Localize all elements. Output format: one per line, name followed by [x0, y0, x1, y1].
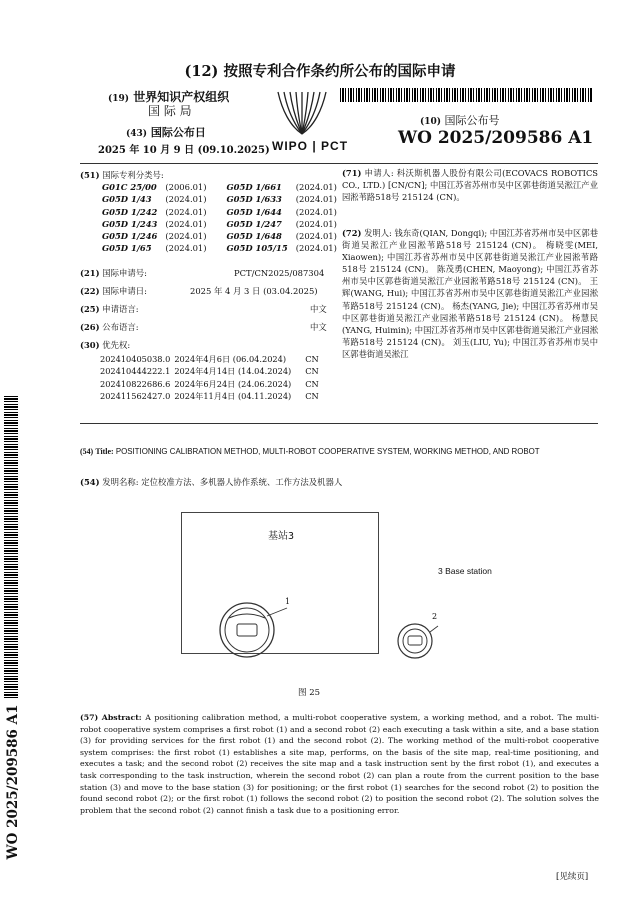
priority-date: 2024年4月6日 (06.04.2024)	[174, 354, 287, 364]
ipc-row	[102, 206, 345, 218]
appdate-row: (22) 国际申请日: 2025 年 4 月 3 日 (03.04.2025)	[80, 286, 318, 296]
pubno-label: (10) 国际公布号	[420, 114, 500, 127]
ipc-code: G05D 1/247	[226, 218, 282, 229]
header-rule	[80, 163, 598, 164]
ipc-version: (2024.01)	[295, 182, 337, 192]
barcode-top	[340, 88, 592, 102]
priority-date: 2024年4月14日 (14.04.2024)	[174, 366, 292, 377]
inventor-block: (72) 发明人: 钱东奇(QIAN, Dongqi); 中国江苏省苏州市吴中区郭巷街道吴淞江产业园淞苇路518号 215124 (CN)。 梅晓雯(MEI, Xiaowen); 中国江苏省苏州市吴中区郭巷街道吴淞江产业园淞苇路518号 215124 (CN)。 陈茂勇(CHEN, Maoyong); 中国江苏省苏州市吴中区郭巷街道吴淞江产业园淞苇路518号 215124 (CN)。 王辉(WANG, Hui); 中国江苏省苏州市吴中区郭巷街道吴淞江产业园淞苇路518号 215124 (CN)。 杨杰(YANG, Jie); 中国江苏省苏州市吴中区郭巷街道吴淞江产业园淞苇路518号 215124 (CN)。 杨慧民(YANG, Huimin); 中国江苏省苏州市吴中区郭巷街道吴淞江产业园淞苇路518号 215124 (CN)。 刘玉(LIU, Yu); 中国江苏省苏州市吴中区郭巷街道吴淞江	[342, 228, 598, 359]
priority-country: CN	[305, 366, 319, 377]
ipc-version: (2024.01)	[165, 206, 207, 217]
org-name: (19) 世界知识产权组织	[108, 90, 230, 104]
ipc-code: G05D 1/43	[102, 194, 152, 205]
ipc-row	[102, 230, 345, 242]
priority-country: CN	[305, 391, 319, 402]
pubdate-value: 2025 年 10 月 9 日 (09.10.2025)	[98, 145, 270, 156]
pubno-value: WO 2025/209586 A1	[398, 128, 594, 148]
ipc-code: G05D 1/242	[102, 206, 158, 217]
ipc-version: (2024.01)	[295, 243, 337, 254]
ipc-row	[102, 193, 345, 205]
ipc-code: G05D 1/644	[226, 206, 282, 217]
ipc-code: G05D 1/661	[226, 182, 282, 192]
ipc-code: G05D 1/648	[226, 231, 282, 242]
pubdate-label: (43) 国际公布日	[126, 126, 206, 139]
ipc-code: G05D 1/246	[102, 231, 158, 242]
priority-number: 202410405038.0	[100, 354, 171, 364]
priority-date: 2024年11月4日 (04.11.2024)	[174, 391, 292, 402]
robot-2-icon	[394, 620, 436, 662]
wipo-pct-text: WIPO | PCT	[272, 139, 349, 153]
base-station-label: 3 Base station	[438, 566, 492, 576]
priority-row	[100, 353, 323, 365]
ipc-row	[102, 181, 345, 193]
document-title: (12) 按照专利合作条约所公布的国际申请	[184, 63, 456, 80]
ipc-version: (2006.01)	[165, 182, 207, 192]
ipc-version: (2024.01)	[295, 218, 337, 229]
callout-2: 2	[432, 612, 438, 621]
ipc-code: G05D 1/243	[102, 218, 158, 229]
continued-note: [见续页]	[556, 872, 589, 882]
figure-caption: 图 25	[298, 688, 321, 698]
side-pubno: WO 2025/209586 A1	[5, 704, 21, 860]
priority-table	[100, 353, 323, 403]
priority-number: 202410444222.1	[100, 366, 171, 377]
priority-country: CN	[305, 354, 319, 364]
ipc-code: G05D 1/65	[102, 243, 152, 254]
ipc-code: G01C 25/00	[102, 182, 157, 192]
org-bureau: 国 际 局	[148, 104, 192, 118]
title-chinese: (54) 发明名称: 定位校准方法、多机器人协作系统、工作方法及机器人	[80, 477, 343, 487]
biblio-rule	[80, 423, 598, 424]
ipc-version: (2024.01)	[165, 218, 207, 229]
ipc-row	[102, 242, 345, 254]
publication-language-row: (26) 公布语言: 中文	[80, 322, 327, 332]
figure-frame	[181, 512, 379, 654]
appno-row: (21) 国际申请号: PCT/CN2025/087304	[80, 268, 325, 278]
robot-1-icon	[207, 598, 297, 660]
ipc-code: G05D 105/15	[226, 243, 288, 254]
ipc-code: G05D 1/633	[226, 194, 282, 205]
priority-row	[100, 378, 323, 390]
priority-row	[100, 365, 323, 377]
barcode-side	[4, 396, 18, 698]
callout-1: 1	[285, 597, 291, 606]
ipc-version: (2024.01)	[295, 231, 337, 242]
ipc-row	[102, 218, 345, 230]
filing-language-row: (25) 申请语言: 中文	[80, 304, 327, 314]
priority-label: (30) 优先权:	[80, 340, 131, 350]
ipc-label: (51) 国际专利分类号:	[80, 170, 164, 180]
priority-number: 202411562427.0	[100, 391, 171, 402]
station-label: 基站3	[268, 531, 295, 542]
ipc-table	[102, 181, 345, 255]
priority-row	[100, 390, 323, 402]
applicant-block: (71) 申请人: 科沃斯机器人股份有限公司(ECOVACS ROBOTICS CO., LTD.) [CN/CN]; 中国江苏省苏州市吴中区郭巷街道吴淞江产业园淞苇路518号 215124 (CN)。	[342, 168, 598, 203]
ipc-version: (2024.01)	[295, 206, 337, 217]
priority-date: 2024年6月24日 (24.06.2024)	[174, 378, 292, 389]
abstract: (57) Abstract: A positioning calibration method, a multi-robot cooperative system, a working method, and a robot. The multi-robot cooperative system comprises a first robot (1) and a second robot (2) each executing a task within a site, and a base station (3) for providing services for the first robot (1) and the second robot (2). The working method of the multi-robot cooperative system comprises: the first robot (1) establishes a site map, performs, on the basis of the site map, real-time positioning, and executes a task; and the second robot (2) receives the site map and a task instruction sent by the first robot (1), and executes a task corresponding to the task instruction, wherein the second robot (2) can plan a route from the current position to the base station (3) and move to the base station (3) for positioning; or the first robot (1) searches for the second robot (2) to position the found second robot (2); or the first robot (1) follows the second robot (2) to position the second robot (2). The solution solves the problem that the second robot (2) cannot finish a task due to a positioning error.	[80, 713, 599, 815]
priority-country: CN	[305, 378, 319, 389]
priority-number: 202410822686.6	[100, 378, 171, 389]
ipc-version: (2024.01)	[165, 243, 207, 254]
ipc-version: (2024.01)	[165, 231, 207, 242]
ipc-version: (2024.01)	[295, 194, 337, 205]
ipc-version: (2024.01)	[165, 194, 207, 205]
title-english: (54) Title: POSITIONING CALIBRATION METHOD, MULTI-ROBOT COOPERATIVE SYSTEM, WORKING METHOD, AND ROBOT	[80, 447, 540, 456]
wipo-logo-icon	[268, 90, 336, 136]
